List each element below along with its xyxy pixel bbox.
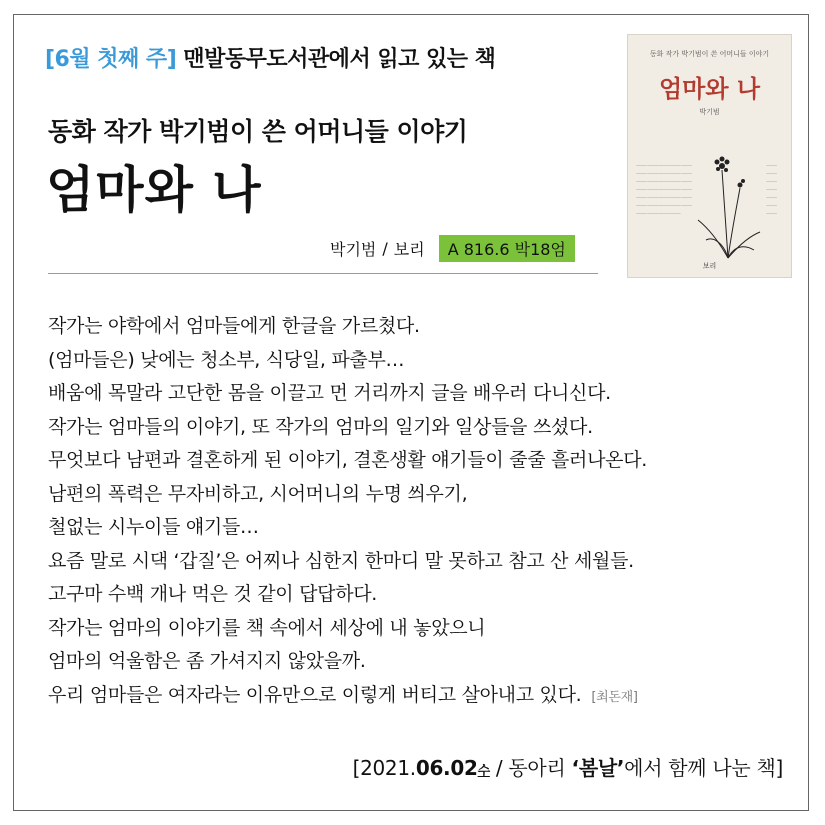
review-line: 작가는 엄마들의 이야기, 또 작가의 엄마의 일기와 일상들을 쓰셨다.: [48, 415, 593, 438]
cover-author: 박기범: [699, 108, 720, 116]
footer-open: [2021.: [352, 756, 416, 780]
review-line: 엄마의 억울함은 좀 가셔지지 않았을까.: [48, 650, 366, 672]
book-publisher: 보리: [393, 239, 425, 259]
cover-title: 엄마와 나: [658, 74, 761, 103]
divider: [48, 273, 598, 274]
cover-flower-illustration: [688, 140, 768, 260]
footer-date: 06.02: [415, 756, 478, 780]
review-line: 우리 엄마들은 여자라는 이유만으로 이렇게 버티고 살아내고 있다.: [48, 683, 582, 706]
footer-note: [353, 752, 783, 781]
call-number-badge: A 816.6 박18엄: [439, 235, 575, 262]
cover-text-right: ⸻ ⸻ ⸻ ⸻ ⸻ ⸻ ⸻: [766, 164, 778, 217]
week-header: [45, 42, 495, 73]
review-line: 철없는 시누이들 얘기들…: [48, 516, 259, 538]
review-line: 배움에 목말라 고단한 몸을 이끌고 먼 거리까지 글을 배우러 다니신다.: [48, 382, 611, 404]
week-tag: [6월 첫째 주]: [45, 47, 177, 72]
book-title: 엄마와 나: [46, 161, 262, 219]
book-cover: [627, 34, 792, 278]
review-line: 요즘 말로 시댁 ‘갑질’은 어찌나 심한지 한마디 말 못하고 참고 산 세월들.: [48, 549, 634, 572]
meta-separator: /: [382, 238, 388, 258]
cover-publisher: 보리: [702, 262, 717, 270]
footer-day: 수: [477, 764, 490, 779]
footer-middle: / 동아리: [489, 756, 572, 780]
review-line: 무엇보다 남편과 결혼하게 된 이야기, 결혼생활 얘기들이 줄줄 흘러나온다.: [48, 449, 648, 471]
review-line: 고구마 수백 개나 먹은 것 같이 답답하다.: [48, 583, 378, 605]
review-line: (엄마들은) 낮에는 청소부, 식당일, 파출부…: [48, 348, 405, 371]
review-line-last: [48, 679, 778, 715]
book-subtitle: 동화 작가 박기범이 쓴 어머니들 이야기: [48, 117, 468, 146]
review-text: [48, 310, 778, 714]
review-line: 남편의 폭력은 무자비하고, 시어머니의 누명 씌우기,: [48, 482, 468, 505]
reviewer-name: [최돈재]: [591, 689, 638, 705]
footer-club: ‘봄날’: [571, 756, 625, 780]
review-line: 작가는 야학에서 엄마들에게 한글을 가르쳤다.: [48, 315, 420, 337]
review-line: 작가는 엄마의 이야기를 책 속에서 세상에 내 놓았으니: [48, 616, 486, 639]
book-meta: [330, 236, 575, 260]
book-author: 박기범: [330, 239, 377, 259]
cover-subtitle: 동화 작가 박기범이 쓴 어머니들 이야기: [649, 50, 770, 58]
week-heading: 맨발동무도서관에서 읽고 있는 책: [183, 47, 496, 72]
footer-close: 에서 함께 나눈 책]: [624, 756, 783, 780]
cover-text-left: ⸻⸻⸻⸻⸻ ⸻⸻⸻⸻⸻ ⸻⸻⸻⸻⸻ ⸻⸻⸻⸻⸻ ⸻⸻⸻⸻⸻ ⸻⸻⸻⸻⸻ ⸻⸻⸻⸻: [636, 164, 693, 217]
